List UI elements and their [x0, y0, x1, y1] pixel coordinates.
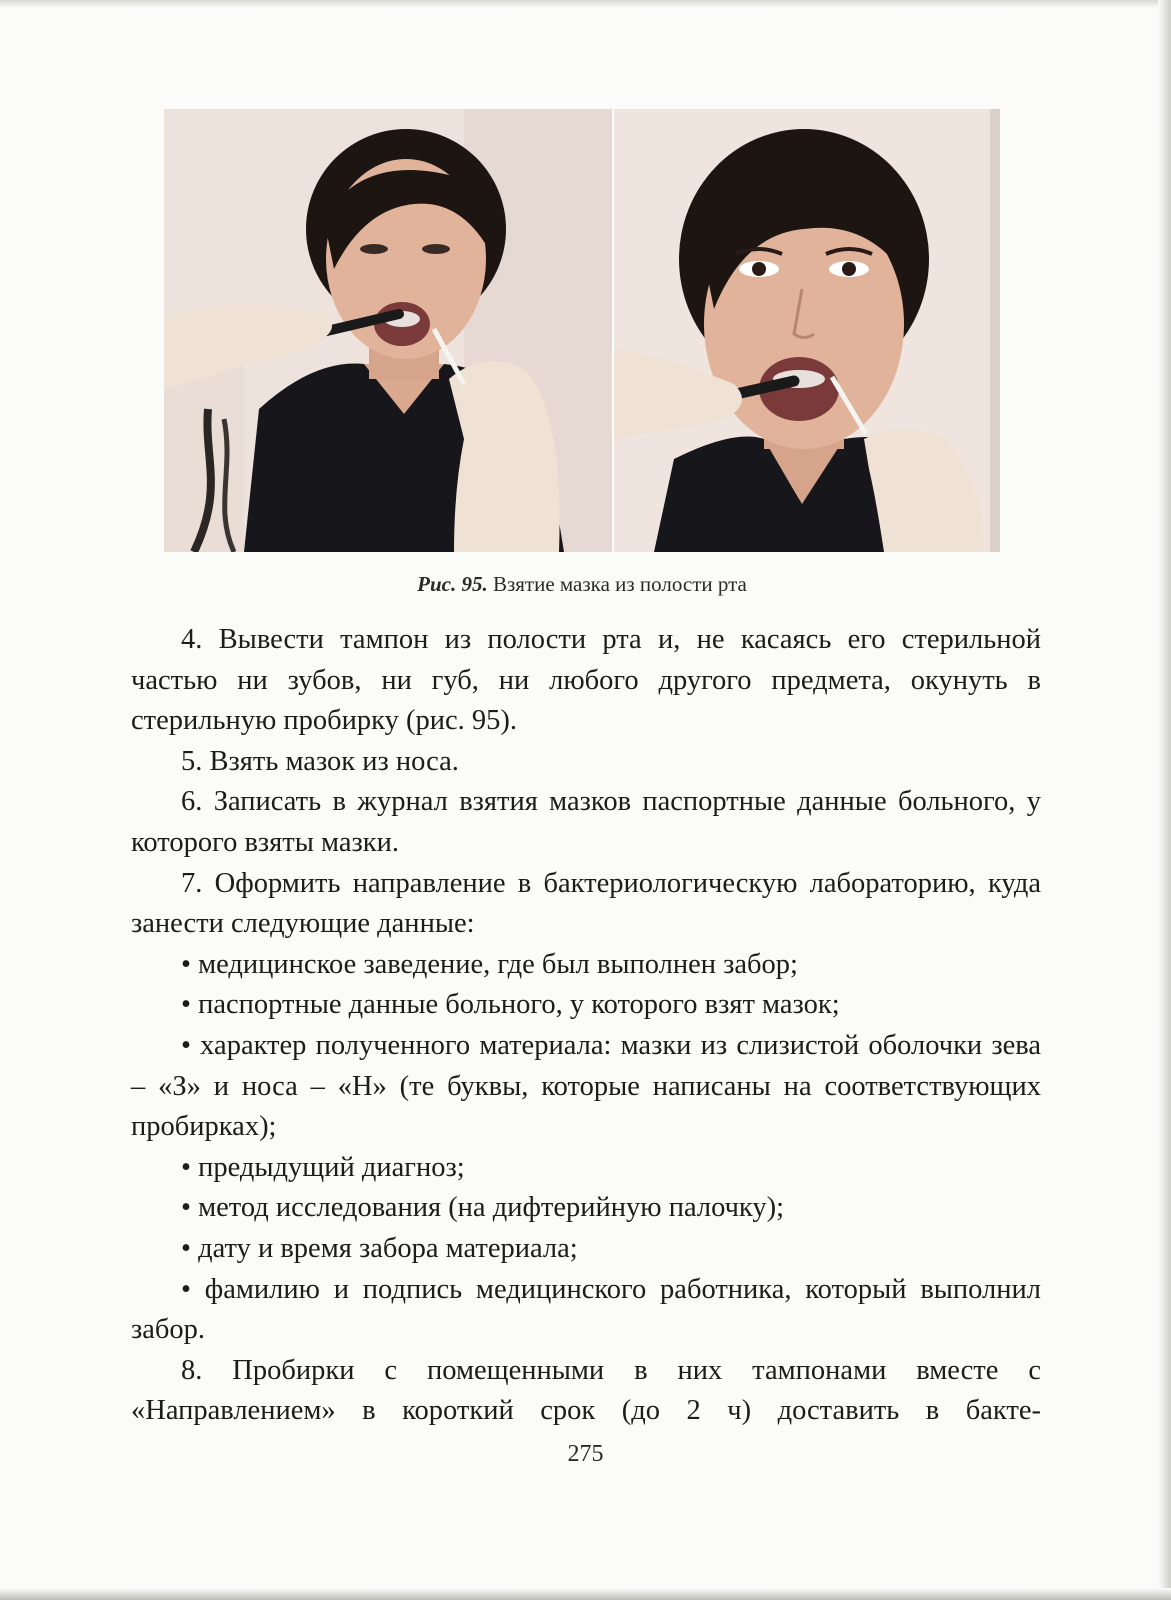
paragraph-step-8: 8. Пробирки с помещенными в них тампонами вместе с «Направлением» в короткий срок (до 2 ч) доставить в бакте-	[131, 1354, 1041, 1427]
scan-edge-right	[1158, 0, 1171, 1600]
body-text	[131, 620, 1041, 1432]
figure-caption	[164, 569, 1000, 599]
figure-label: Рис. 95.	[417, 572, 488, 596]
photo-throat-swab-front	[164, 109, 612, 552]
paragraph-step-7: 7. Оформить направление в бактериологическую лабораторию, куда занести следующие данные:	[131, 867, 1041, 940]
bullet-signature: • фамилию и подпись медицинского работника, который выполнил забор.	[131, 1273, 1041, 1346]
photo-throat-swab-closeup	[614, 109, 1000, 552]
bullet-patient-data: • паспортные данные больного, у которого взят мазок;	[181, 989, 840, 1021]
bullet-diagnosis: • предыдущий диагноз;	[181, 1151, 465, 1183]
paragraph-step-6: 6. Записать в журнал взятия мазков паспортные данные больного, у которого взяты мазки.	[131, 786, 1041, 858]
figure-95	[164, 109, 1000, 552]
bullet-method: • метод исследования (на дифтерийную палочку);	[181, 1192, 785, 1224]
scan-edge-top	[0, 0, 1171, 8]
bullet-institution: • медицинское заведение, где был выполнен забор;	[181, 948, 798, 980]
paragraph-step-5: 5. Взять мазок из носа.	[181, 745, 459, 777]
bullet-material: • характер полученного материала: мазки из слизистой оболочки зева – «З» и носа – «Н» (те буквы, которые написаны на соответствующих пробирках);	[131, 1029, 1041, 1143]
figure-caption-text: Взятие мазка из полости рта	[492, 572, 747, 596]
paragraph-step-4: 4. Вывести тампон из полости рта и, не касаясь его стерильной частью ни зубов, ни губ, ни любого другого предмета, окунуть в стерильную пробирку (рис. 95).	[131, 624, 1041, 737]
bullet-date-time: • дату и время забора материала;	[181, 1232, 578, 1264]
scan-edge-bottom	[0, 1588, 1171, 1600]
page-number: 275	[567, 1441, 604, 1467]
